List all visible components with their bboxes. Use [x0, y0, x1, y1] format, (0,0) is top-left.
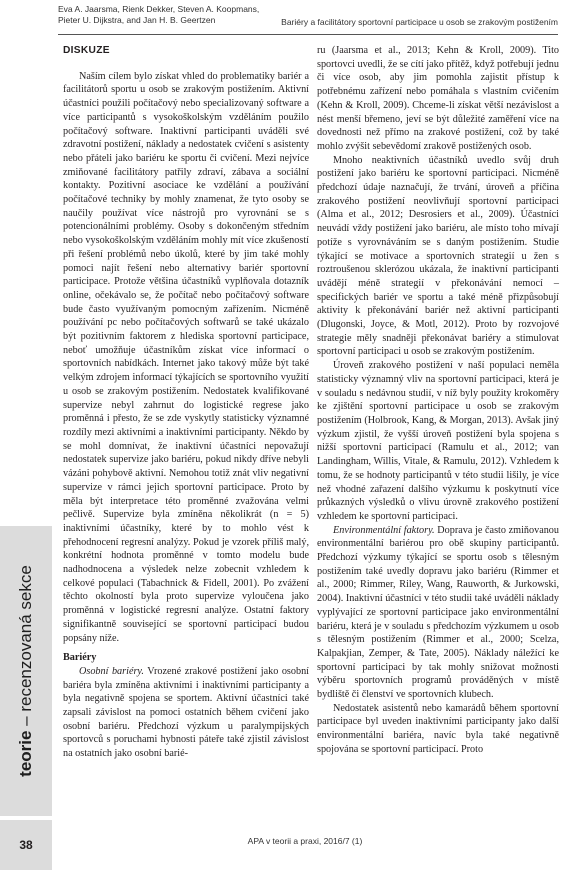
barriers-paragraph-1 — [63, 665, 309, 761]
run-in-heading: Osobní bariéry. — [79, 665, 144, 677]
discussion-paragraph-1: Naším cílem bylo získat vhled do problematiky bariér a facilitátorů sportu u osob se zrakovým postižením. Aktivní účastníci použili počítačový nebo specializovaný software a více participantů s vysokoškolským vzděláním použilo počítačový software. Inaktivní participanti uváděli své zdravotní postižení, náklady a nedostatek cvičení s asistenty nebo přáteli jako bariéru ke sportu či cvičení. Mezi nejvíce zmiňované facilitátory patřily zdraví, zábava a sociální kontakty. Pozitivní asociace ke vzdělání a používání počítačové techniky by mohly znamenat, že tyto osoby se naučily používat více nástrojů pro vyrovnání se s potencionálními problémy. Osoby s dokončeným středním nebo vysokoškolským vzděláním mohly mít více zkušeností při řešení problémů nebo úkolů, které by jim také mohly pomoci najít řešení nebo alternativy bariér sportovní participace. Protože většina účastníků vyplňovala dotazník online, očekávalo se, že počítač nebo počítačový software bude často využívaným pomocným zařízením. Nicméně používání pc nebo počítačových softwarů se také ukázalo být pozitivním faktorem z hlediska sportovní participace, neboť umožňuje účastníkům získat více informací o sportovních nabídkách. Internet jako takový může být také velkým zdrojem informací týkajících se sportovního využití u osob se zrakovým postižením. Nedostatek kvalifikované supervize nebyl zahrnut do logistické regrese jako proměnná i přesto, že se zde vyskytly statisticky významné rozdíly mezi aktivními a inaktivními participanty. Někdo by se mohl domnívat, že inaktivní účastníci nepovažují nedostatek supervize jako bariéru, pokud nikdy dříve nebyli vázáni pohybově aktivní. Nemohou totiž znát vliv negativní supervize v rámci jejich sportovní participace. Proto by měla být interpretace této proměnné zvažována velmi pečlivě. Supervize byla zmíněna několikrát (n = 5) inaktivními účastníky, které by to mohlo vést k přehodnocení regresní analýzy. Pokud je vzorek příliš malý, konkrétní hodnota proměnné v tomto modelu bude nadhodnocena a výsledek nelze zobecnit vzhledem k celkové populaci (Tabachnick & Fidell, 2001). Po zvážení těchto okolností byla proto supervize vyloučena jako proměnná v logistické regresní analýze. Ostatní faktory signifikantně související se sportovní participací budou popsány níže. — [63, 70, 309, 644]
running-title: Bariéry a facilitátory sportovní participace u osob se zrakovým postižením — [281, 17, 558, 27]
right-column — [317, 44, 559, 757]
run-in-heading-environmental: Environmentální faktory. — [333, 524, 435, 536]
section-sidebar — [0, 526, 52, 816]
header-authors-line-1: Eva A. Jaarsma, Rienk Dekker, Steven A. Koopmans, — [58, 4, 260, 14]
right-paragraph-4: Nedostatek asistentů nebo kamarádů během sportovní participace byl uveden inaktivními participanty jako další environmentální bariéra, navíc byla také negativně spojována se sportovní participací. Proto — [317, 702, 559, 755]
section-label — [0, 526, 52, 816]
left-column — [63, 44, 309, 761]
section-heading: DISKUZE — [63, 45, 110, 56]
journal-footer: APA v teorii a praxi, 2016/7 (1) — [247, 836, 363, 846]
environmental-paragraph-text: Doprava je často zmiňovanou environmentální bariérou pro obě skupiny participantů. Předchozí výzkumy týkající se sportu osob s tělesným postižením také uvedly dopravu jako bariéru (Rimmer et al., 2000; Rimmer, Riley, Wang, Rauworth, & Jurkowski, 2004). Inaktivní účastníci v této studii také uváděli náklady vyplývající ze sportovní participace jako environmentální bariéru, která je v souladu s předchozím výzkumem u osob s tělesným postižením (Rimmer et al., 2000; Scelza, Kalpakjian, Zemper, & Tate, 2005). Náklady náležící ke sportovní participaci by tak mohly snižovat možnosti výběru sportovních programů prováděných v místě bydliště či členství ve sportovních klubech. — [317, 524, 559, 701]
page-number: 38 — [0, 820, 52, 870]
section-label-bold: teorie — [16, 730, 35, 777]
barriers-paragraph-1-text: Vrozené zrakové postižení jako osobní bariéra byla zmíněna aktivními i inaktivními participanty a byla negativně spojena se sportem. Aktivní účastníci také zapsali závislost na pomoci ostatních během cvičení jako osobní bariéru. Předchozí výzkum u paralympijských sportovců s poruchami hybnosti páteře také zjistil závislost na ostatních jako osobní barié- — [63, 665, 309, 760]
environmental-paragraph — [317, 524, 559, 702]
section-label-rest: – recenzovaná sekce — [16, 565, 35, 726]
right-paragraph-1: Mnoho neaktivních účastníků uvedlo svůj druh postižení jako bariéru ke sportovní participaci. Nicméně předchozí údaje naznačují, že trvání, úroveň a příčina zrakového postižení neovlivňují sportovní participaci (Alma et al., 2012; Desrosiers et al., 2009). Účastníci neuvádí vždy postižení jako bariéru, ale místo toho mívají potíže s vyrovnáváním se s daným postižením. Studie týkající se motivace a sportovních strategií u žen s roztroušenou sklerózou ukázala, že inaktivní participanti uvádějí méně strategií v překonávání nemocí – specifických bariér ve sportu a také méně přizpůsobují aktivity k překonávání bariér než aktivní participanti (Dlugonski, Joyce, & Motl, 2012). Proto by rozvojové strategie měly snadněji překonávat bariéry a stimulovat sportovní participaci u osob se zrakovým postižením. — [317, 154, 559, 358]
continuation-paragraph: ru (Jaarsma et al., 2013; Kehn & Kroll, 2009). Tito sportovci uvedli, že se cítí jako přítěž, když potřebují jednu či více osob, aby jim pomohla zajistit přístup k potřebnému zařízení nebo pomáhala s vlastním cvičením (Kehn & Kroll, 2009). Chceme-li získat větší nezávislost a nést menší břemeno, jeví se být důležité zaměření více na dovednosti než přímo na zrakové postižení, což by také mohlo zvýšit sebevědomí zrakově postižených osob. — [317, 45, 559, 152]
header-divider — [58, 34, 558, 35]
subsection-heading: Bariéry — [63, 652, 97, 664]
header-authors-line-2: Pieter U. Dijkstra, and Jan H. B. Geertzen — [58, 14, 216, 25]
right-paragraph-2: Úroveň zrakového postižení v naší populaci neměla statisticky významný vliv na sportovní participaci, která je v souladu s nedávnou studií, v níž byly použity krokoměry ke zjištění sportovní participace u osob se zrakovým postižením (Holbrook, Kang, & Morgan, 2013). Avšak jiný výzkum zjistil, že vyšší úroveň postižení byla spojena s nižší sportovní participací (Ramulu et al., 2012; van Landingham, Willis, Vitale, & Ramulu, 2012). Vzhledem k tomu, že se hodnoty participantů v této studii lišily, je více než vhodné zařazení dalšího výzkumu k poskytnutí více průkazných výsledků o vlivu úrovně zrakového postižení vzhledem ke sportovní participaci. — [317, 360, 559, 522]
